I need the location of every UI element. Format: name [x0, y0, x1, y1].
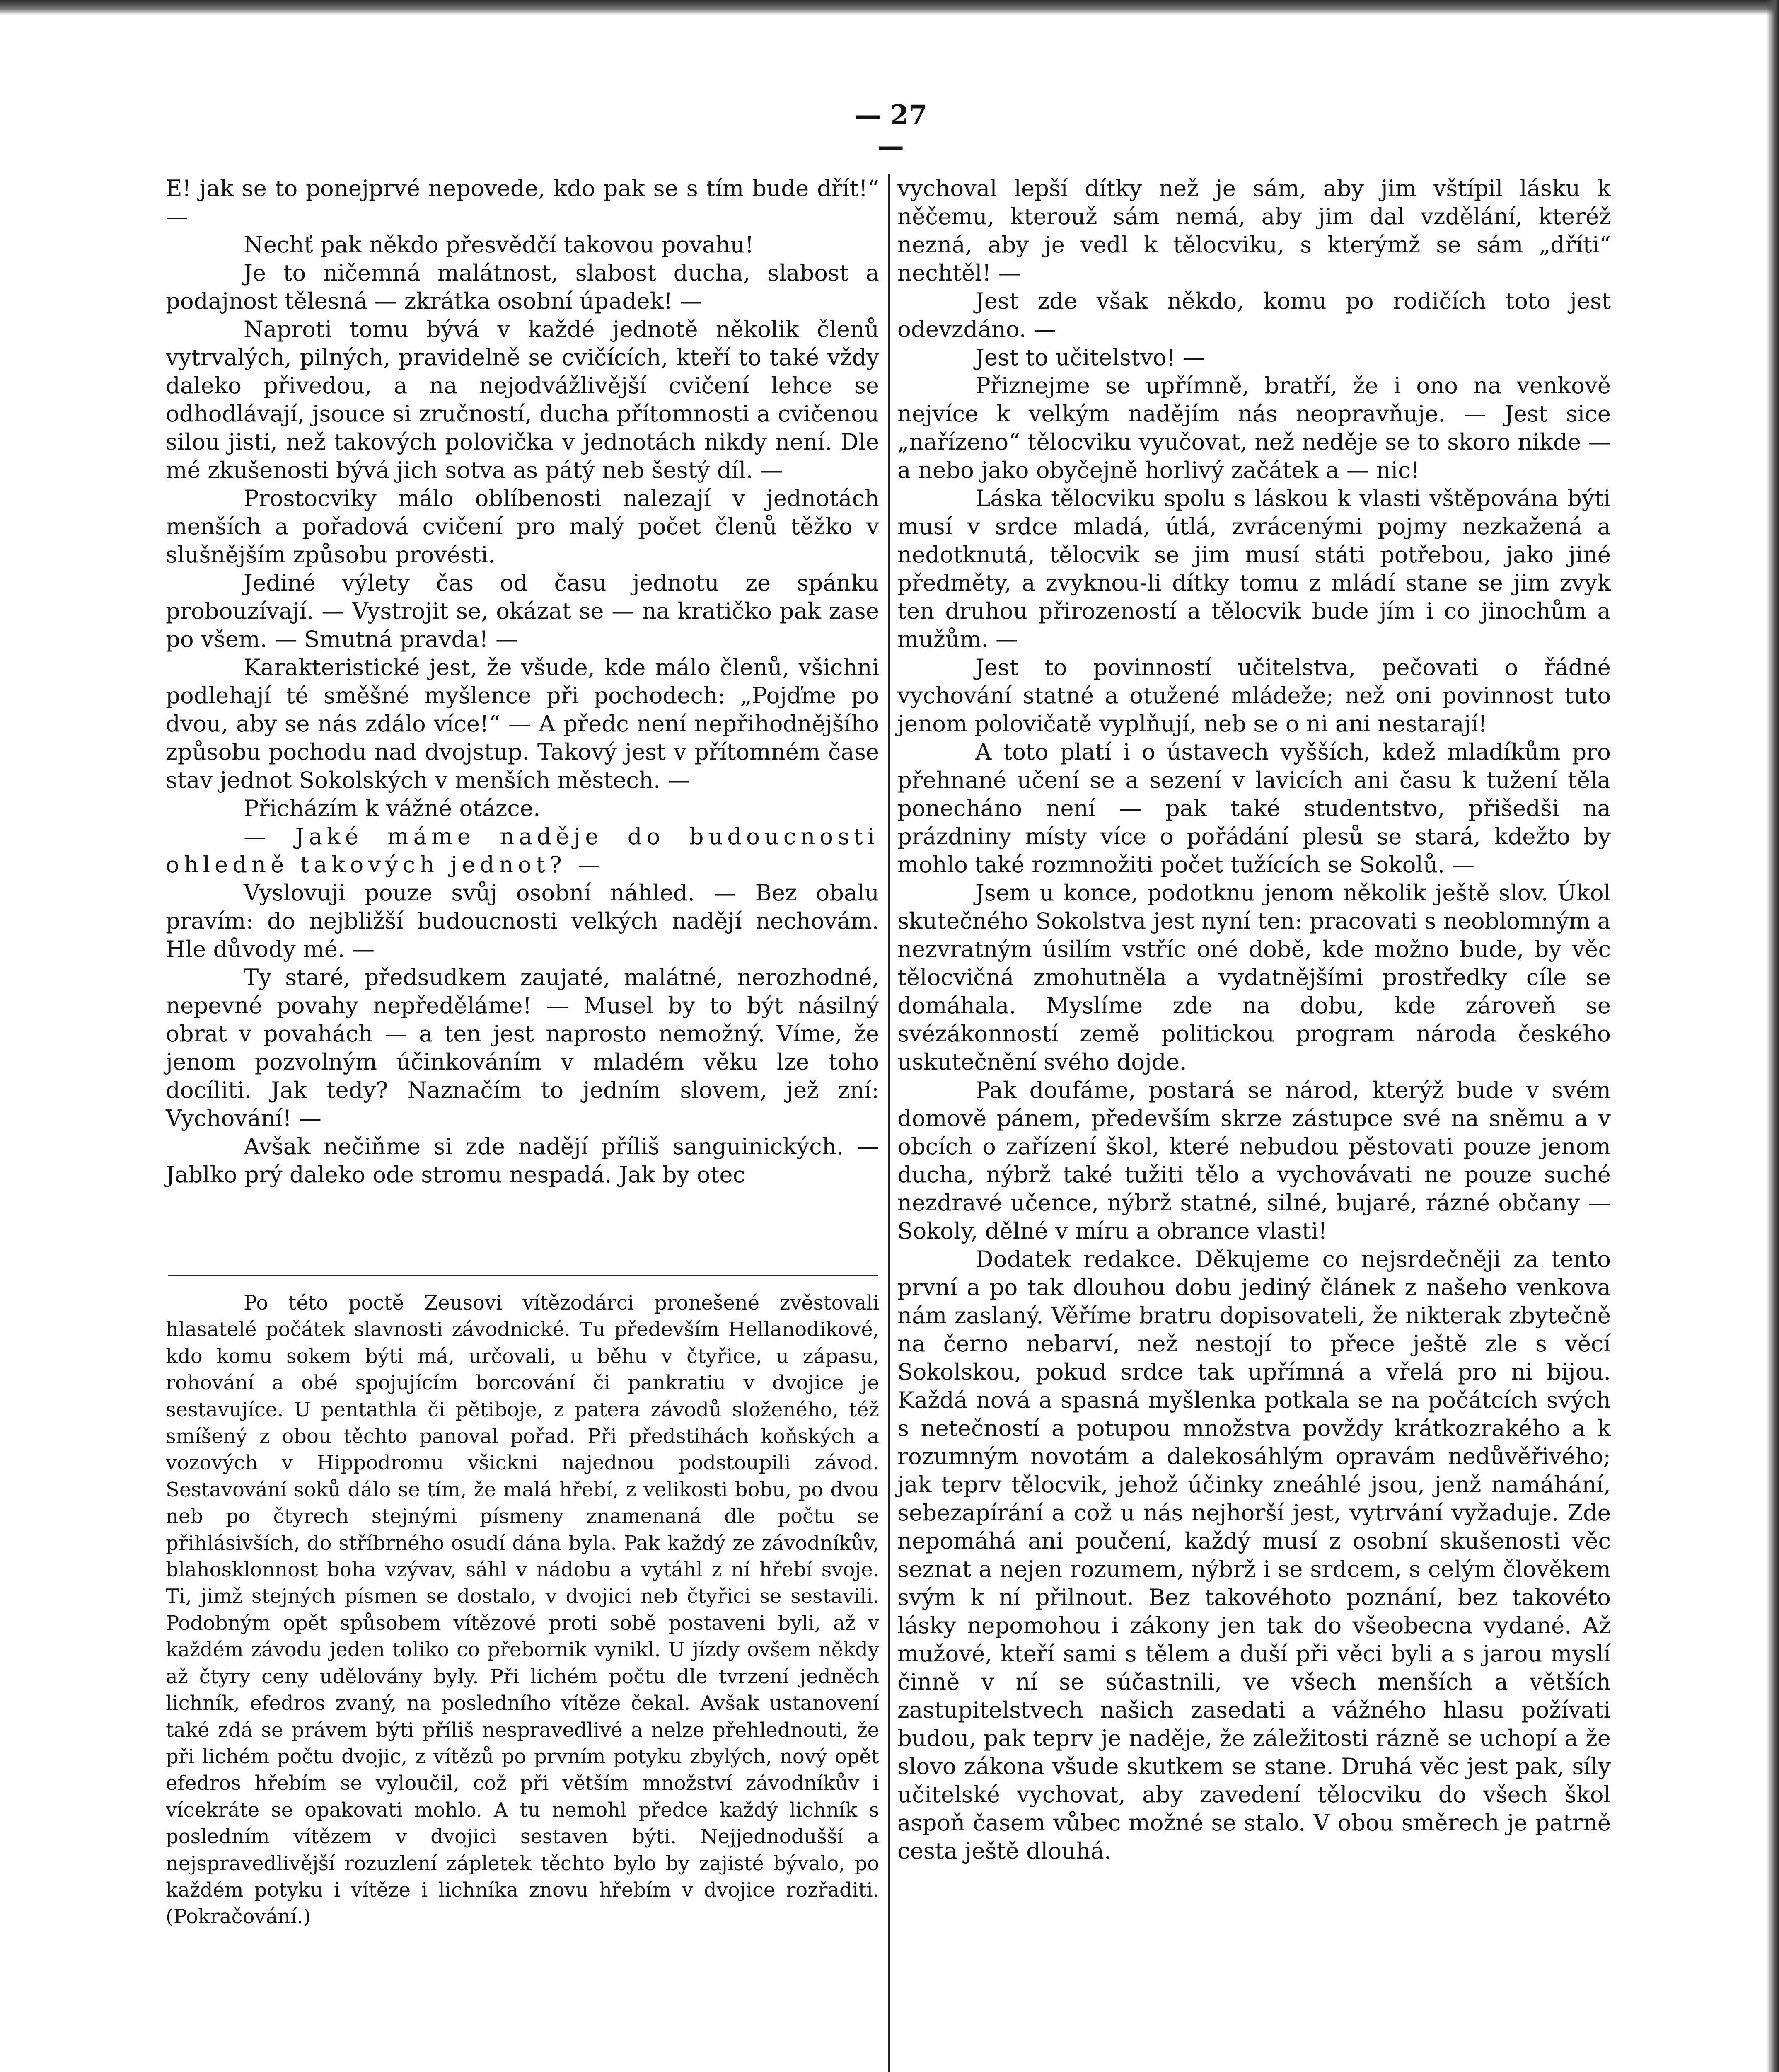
paragraph: Jsem u konce, podotknu jenom několik ještě slov. Úkol skutečného Sokolstva jest nyní ten: pracovati s neoblomným a nezvratným úsilím vstříc oné době, kde možno bude, by věc tělocvičná zmohutněla a vydatnějšími prostředky cíle se domáhala. Myslíme zde na dobu, kde zároveň se svézákonností země politickou program národa českého uskutečnění svého dojde.: [897, 879, 1611, 1075]
paragraph: Přiznejme se upřímně, bratří, že i ono na venkově nejvíce k velkým nadějím nás neopravňuje. — Jest sice „nařízeno“ tělocviku vyučovat, než neděje se to skoro nikde — a nebo jako obyčejně horlivý začátek a — nic!: [897, 372, 1611, 483]
question-heading: — Jaké máme naděje do budoucnosti ohledně takových jednot? —: [166, 823, 879, 878]
column-divider: [888, 174, 890, 2072]
footnote: [166, 1290, 879, 1930]
right-column: [897, 174, 1611, 1865]
paragraph: Prostocviky málo oblíbenosti nalezají v jednotách menších a pořadová cvičení pro malý počet členů těžko v slušnějším způsobu provésti.: [166, 485, 879, 568]
paragraph: Je to ničemná malátnost, slabost ducha, slabost a podajnost tělesná — zkrátka osobní úpadek! —: [166, 259, 879, 314]
left-column: [166, 174, 879, 1188]
paragraph: A toto platí i o ústavech vyšších, kdež mladíkům pro přehnané učení se a sezení v lavicích ani času k tužení těla ponecháno není — pak také studentstvo, přišedši na prázdniny místy více o pořádání plesů se stará, kdežto by mohlo také rozmnožiti počet tužících se Sokolů. —: [897, 738, 1611, 878]
paragraph: Jediné výlety čas od času jednotu ze spánku probouzívají. — Vystrojit se, okázat se — na kratičko pak zase po všem. — Smutná pravda! —: [166, 569, 879, 652]
page-edge-right: [1767, 0, 1779, 2072]
paragraph: Jest to povinností učitelstva, pečovati o řádné vychování statné a otužené mládeže; než oni povinnost tuto jenom polovičatě vyplňují, neb se o ni ani nestarají!: [897, 654, 1611, 737]
paragraph: Nechť pak někdo přesvědčí takovou povahu!: [244, 231, 754, 258]
paragraph: Jest to učitelstvo! —: [975, 344, 1206, 370]
paragraph: Karakteristické jest, že všude, kde málo členů, všichni podlehají té směšné myšlence při pochodech: „Pojďme po dvou, aby se nás zdálo více!“ — A předc není nepřihodnějšího způsobu pochodu nad dvojstup. Takový jest v přítomném čase stav jednot Sokolských v menších městech. —: [166, 654, 879, 793]
page-number: — 27 —: [854, 99, 927, 162]
footnote-divider: [168, 1275, 878, 1276]
paragraph: vychoval lepší dítky než je sám, aby jim vštípil lásku k něčemu, kterouž sám nemá, aby jim dal vzdělání, kteréž nezná, aby je vedl k tělocviku, s kterýmž se sám „dříti“ nechtěl! —: [897, 175, 1611, 286]
paragraph: Naproti tomu bývá v každé jednotě několik členů vytrvalých, pilných, pravidelně se cvičících, kteří to také vždy daleko přivedou, a na nejodvážlivější cvičení lehce se odhodlávají, jsouce si zručností, ducha přítomnosti a cvičenou silou jisti, než takových polovička v jednotách nikdy není. Dle mé zkušenosti bývá jich sotva as pátý neb šestý díl. —: [166, 316, 879, 483]
paragraph: Pak doufáme, postará se národ, kterýž bude v svém domově pánem, především skrze zástupce své na sněmu a v obcích o zařízení škol, které nebudou pěstovati pouze jenom ducha, nýbrž také tužiti tělo a vychovávati ne pouze suché nezdravé učence, nýbrž statné, silné, bujaré, rázné občany — Sokoly, dělné v míru a obrance vlasti!: [897, 1077, 1611, 1244]
paragraph: Ty staré, předsudkem zaujaté, malátné, nerozhodné, nepevné povahy nepředěláme! — Musel by to být násilný obrat v povahách — a ten jest naprosto nemožný. Víme, že jenom pozvolným účinkováním v mladém věku lze toho docíliti. Jak tedy? Naznačím to jedním slovem, jež zní: Vychování! —: [166, 964, 879, 1131]
paragraph: Láska tělocviku spolu s láskou k vlasti vštěpována býti musí v srdce mladá, útlá, zvrácenými pojmy nezkažená a nedotknutá, tělocvik se jim musí státi potřebou, jako jiné předměty, a zvyknou-li dítky tomu z mládí stane se jim zvyk ten druhou přirozeností a tělocvik bude jím i co jinochům a mužům. —: [897, 485, 1611, 652]
editorial-addendum: Dodatek redakce. Děkujeme co nejsrdečněji za tento první a po tak dlouhou dobu jediný článek z našeho venkova nám zaslaný. Věříme bratru dopisovateli, že nikterak zbytečně na černo nebarví, než nestojí to přece ještě zle s věcí Sokolskou, pokud srdce tak upřímná a vřelá pro ni bijou. Každá nová a spasná myšlenka potkala se na počátcích svých s netečností a potupou množstva povždy krátkozrakého a k rozumným novotám a dalekosáhlým opravám nedůvěřivého; jak teprv tělocvik, jehož účinky zneáhlé jsou, jenž namáhání, sebezapírání a což u nás nejhorší jest, vytrvání vyžaduje. Zde nepomáhá ani poučení, každý musí z osobní skušenosti věc seznat a nejen rozumem, nýbrž i se srdcem, s celým člověkem svým k ní přilnout. Bez takovéhoto poznání, bez takovéto lásky nepomohou i zákony jen tak do všeobecna vydané. Až mužové, kteří sami s tělem a duší při věci byli a s jarou myslí činně v ní se súčastnili, ve všech menších a větších zastupitelstvech našich zasedati a vážného hlasu požívati budou, pak teprv je naděje, že záležitosti rázně se uchopí a že slovo zákona všude skutkem se stane. Druhá věc jest pak, síly učitelské vychovat, aby zavedení tělocviku do všech škol aspoň časem vůbec možné se stalo. V obou směrech je patrně cesta ještě dlouhá.: [897, 1246, 1611, 1864]
page-edge-top: [0, 0, 1779, 15]
paragraph: Jest zde však někdo, komu po rodičích toto jest odevzdáno. —: [897, 288, 1611, 342]
footnote-text: Po této poctě Zeusovi vítězodárci pronešené zvěstovali hlasatelé počátek slavnosti závodnické. Tu především Hellanodikové, kdo komu sokem býti má, určovali, u běhu v čtyřice, u zápasu, rohování a obé spojujícím borcování či pankratiu v dvojice je sestavujíce. U pentathla či pětiboje, z patera závodů složeného, též smíšený z obou těchto panoval pořad. Při předstihách koňských a vozových v Hippodromu všickni najednou podstoupili závod. Sestavování soků dálo se tím, že malá hřebí, z velikosti bobu, po dvou neb po čtyrech stejnými písmeny znamenaná dle počtu se přihlásivších, do stříbrného osudí dána byla. Pak každý ze závodníkův, blahosklonnost boha vzývav, sáhl v nádobu a vytáhl z ní hřebí svoje. Ti, jimž stejných písmen se dostalo, v dvojici neb čtyřici se sestavili. Podobným opět spůsobem vítězové proti sobě postaveni byli, až v každém závodu jeden toliko co přebornik vynikl. U jízdy ovšem někdy až čtyry ceny udělovány byly. Při lichém počtu dle tvrzení jedněch lichník, efedros zvaný, na posledního vítěze čekal. Avšak ustanovení také zdá se právem býti příliš nespravedlivé a nelze přehlednouti, že při lichém počtu dvojic, z vítězů po prvním potyku zbylých, nový opět efedros hřebím se vyloučil, což při větším množství závodníkův i vícekráte se opakovati mohlo. A tu nemohl předce každý lichník s posledním vítězem v dvojici sestaven býti. Nejjednodušší a nejspravedlivější rozuzlení zápletek těchto bylo by zajisté bývalo, po každém potyku i vítěze i lichníka znovu hřebím v dvojice rozřaditi. (Pokračování.): [166, 1291, 879, 1929]
paragraph: Avšak nečiňme si zde nadějí příliš sanguinických. — Jablko prý daleko ode stromu nespadá. Jak by otec: [166, 1133, 879, 1188]
paragraph: Vyslovuji pouze svůj osobní náhled. — Bez obalu pravím: do nejbližší budoucnosti velkých nadějí nechovám. Hle důvody mé. —: [166, 879, 879, 962]
paragraph: E! jak se to ponejprvé nepovede, kdo pak se s tím bude dřít!“ —: [166, 175, 879, 230]
paragraph: Přicházím k vážné otázce.: [244, 795, 541, 821]
